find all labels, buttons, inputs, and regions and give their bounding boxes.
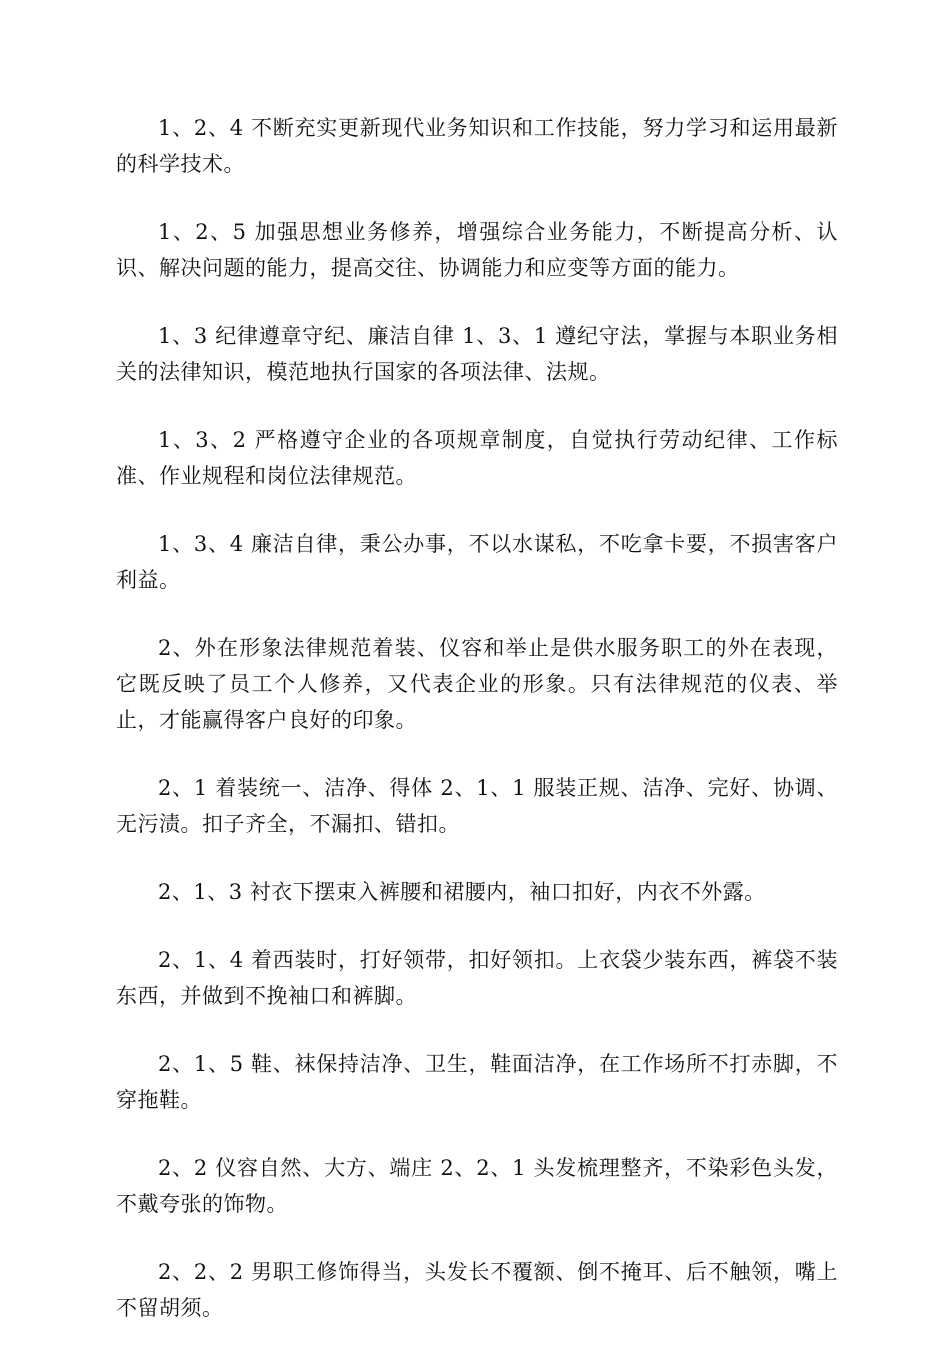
- paragraph-2: 2、外在形象法律规范着装、仪容和举止是供水服务职工的外在表现，它既反映了员工个人修养，又代表企业的形象。只有法律规范的仪表、举止，才能赢得客户良好的印象。: [116, 636, 838, 732]
- paragraph-1-3-4: 1、3、4 廉洁自律，秉公办事，不以水谋私，不吃拿卡要，不损害客户利益。: [116, 532, 838, 592]
- paragraph-2-1-4: 2、1、4 着西装时，打好领带，扣好领扣。上衣袋少装东西，裤袋不装东西，并做到不挽袖口和裤脚。: [116, 948, 838, 1008]
- paragraph-1-3: 1、3 纪律遵章守纪、廉洁自律 1、3、1 遵纪守法，掌握与本职业务相关的法律知识，模范地执行国家的各项法律、法规。: [116, 324, 838, 384]
- paragraph-2-1-5: 2、1、5 鞋、袜保持洁净、卫生，鞋面洁净，在工作场所不打赤脚，不穿拖鞋。: [116, 1052, 838, 1112]
- paragraph-2-2: 2、2 仪容自然、大方、端庄 2、2、1 头发梳理整齐，不染彩色头发，不戴夸张的饰物。: [116, 1156, 838, 1216]
- paragraph-2-2-2: 2、2、2 男职工修饰得当，头发长不覆额、倒不掩耳、后不触领，嘴上不留胡须。: [116, 1260, 838, 1320]
- paragraph-1-2-5: 1、2、5 加强思想业务修养，增强综合业务能力，不断提高分析、认识、解决问题的能力，提高交往、协调能力和应变等方面的能力。: [116, 220, 838, 280]
- paragraph-1-3-2: 1、3、2 严格遵守企业的各项规章制度，自觉执行劳动纪律、工作标准、作业规程和岗位法律规范。: [116, 428, 838, 488]
- paragraph-2-1-3: 2、1、3 衬衣下摆束入裤腰和裙腰内，袖口扣好，内衣不外露。: [158, 880, 766, 904]
- document-body: [116, 110, 838, 1358]
- paragraph-2-1: 2、1 着装统一、洁净、得体 2、1、1 服装正规、洁净、完好、协调、无污渍。扣子齐全，不漏扣、错扣。: [116, 776, 838, 836]
- paragraph-1-2-4: 1、2、4 不断充实更新现代业务知识和工作技能，努力学习和运用最新的科学技术。: [116, 116, 838, 176]
